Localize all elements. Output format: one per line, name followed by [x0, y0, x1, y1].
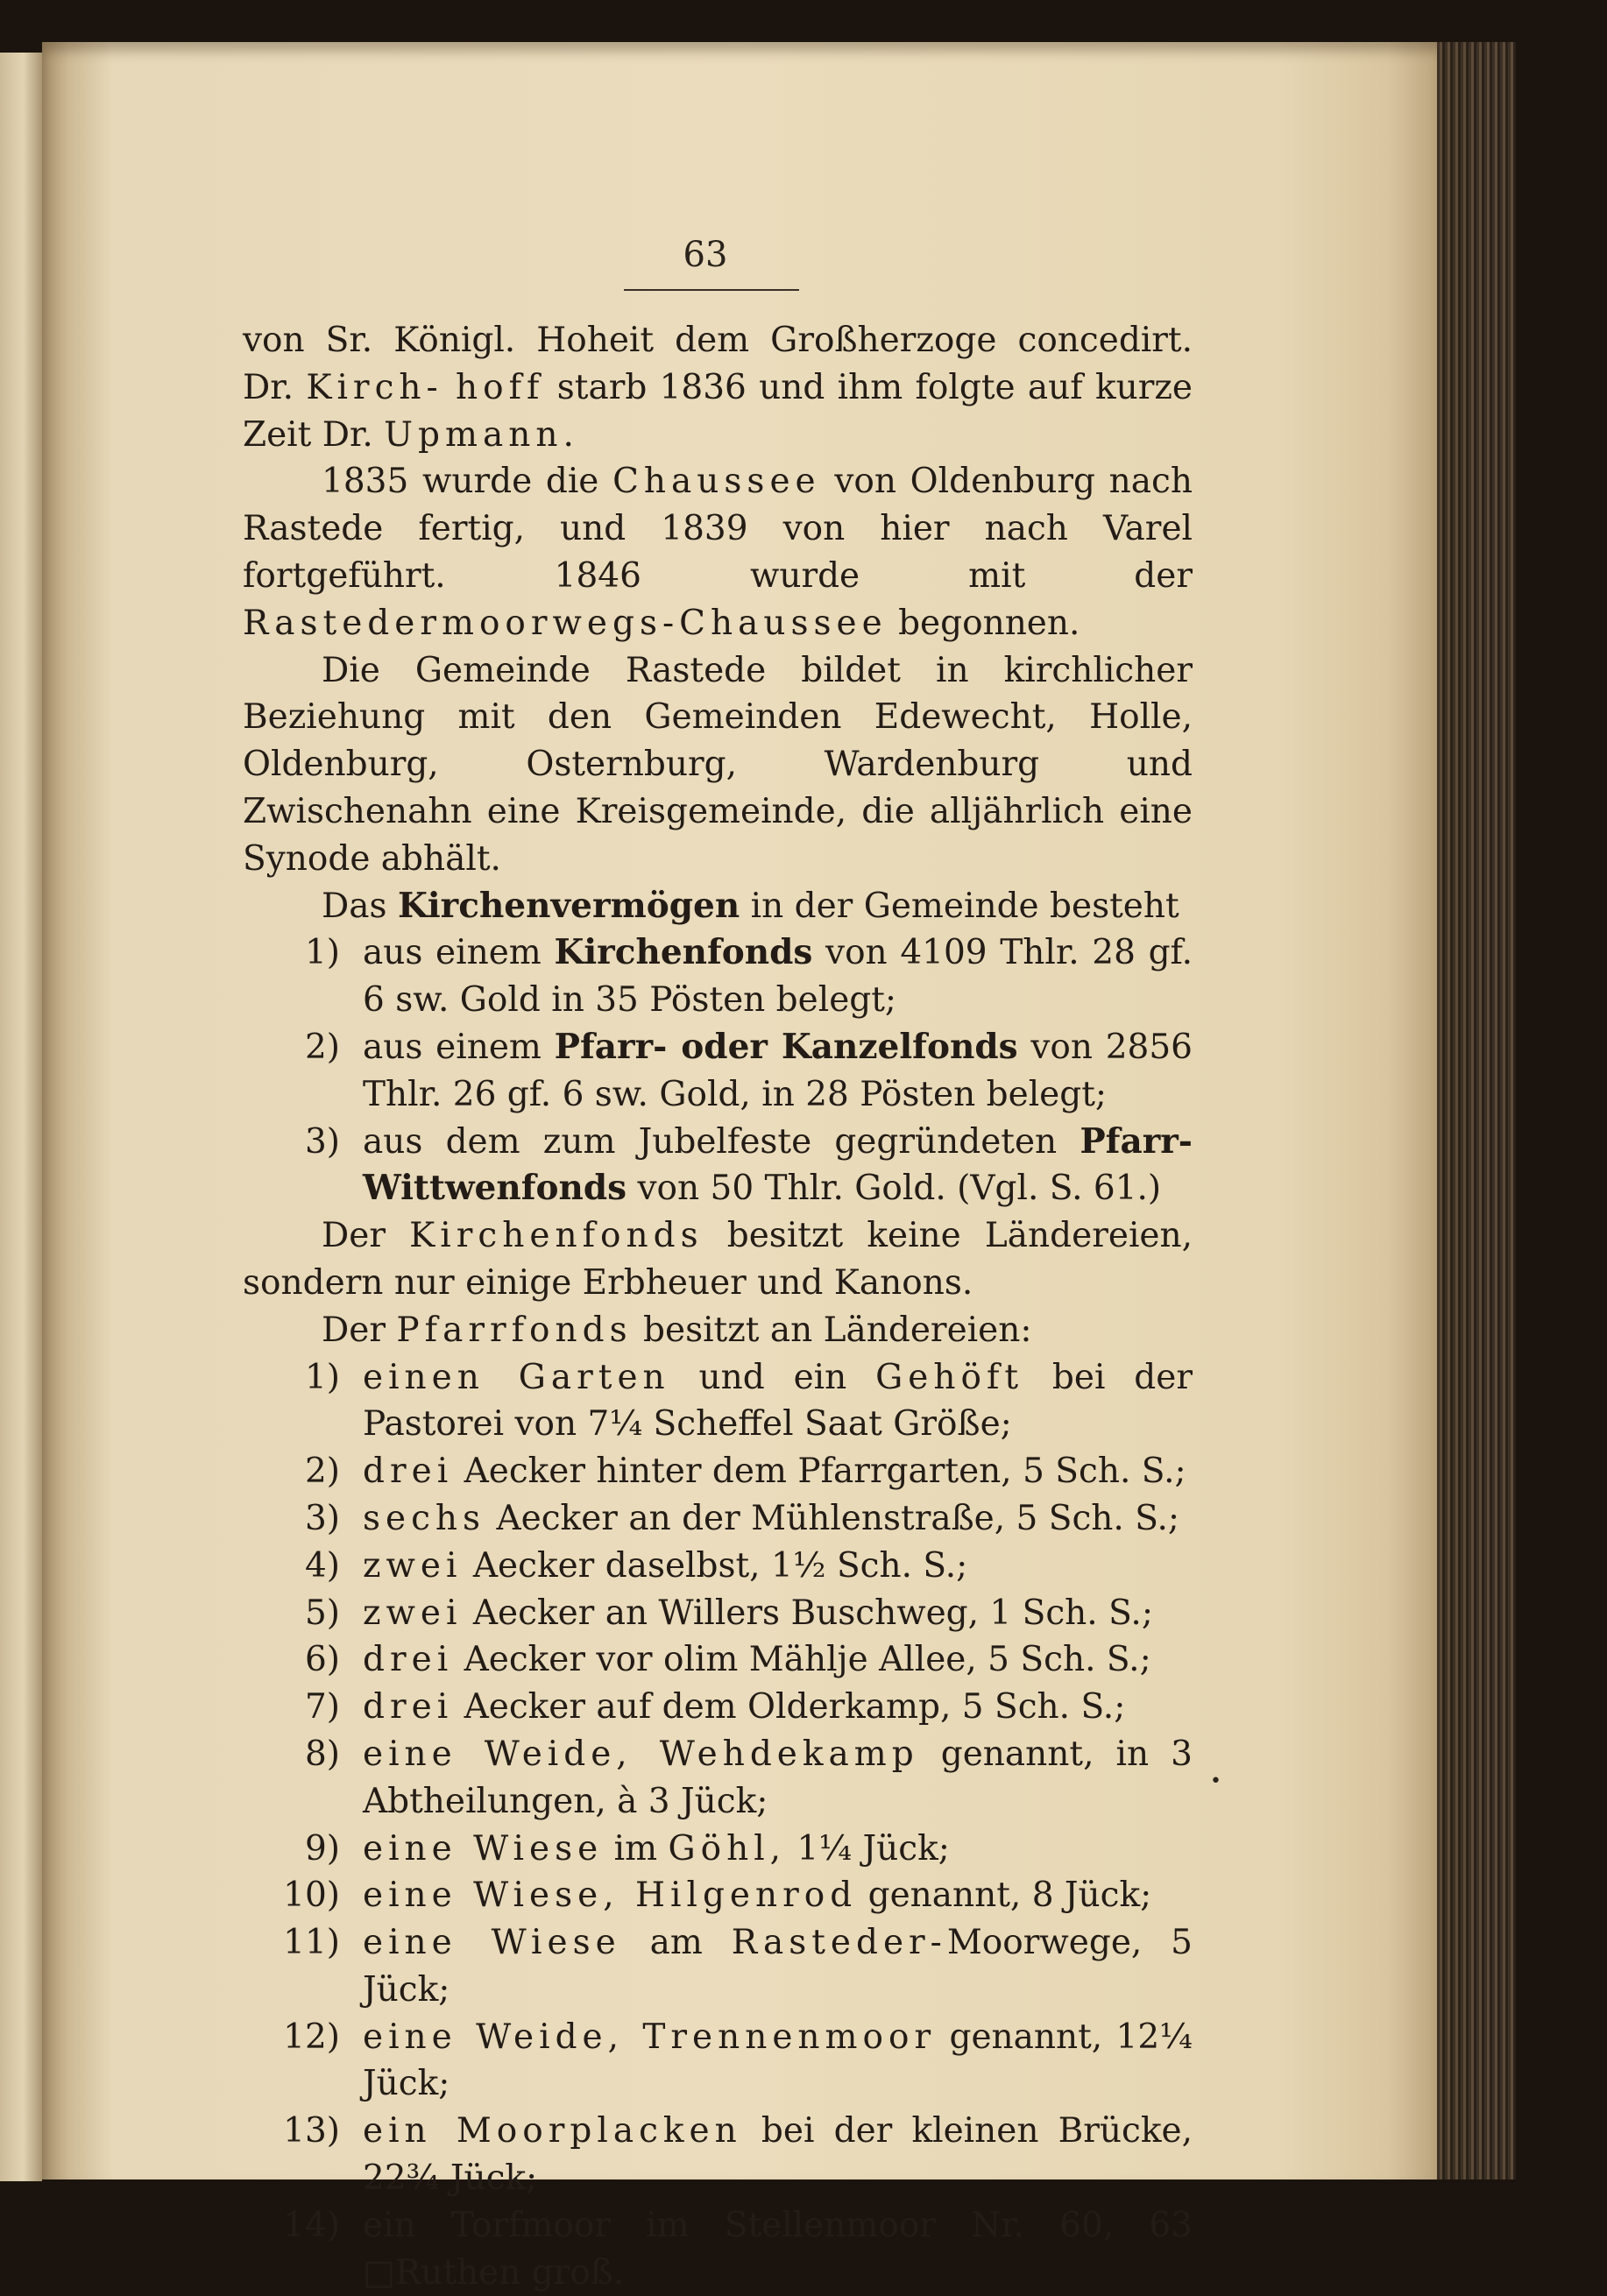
term-bold: Kirchenvermögen [397, 885, 740, 926]
opening-paragraph: von Sr. Königl. Hoheit dem Großherzoge concedirt. Dr. Kirch- hoff starb 1836 und ihm folgte auf kurze Zeit Dr. Upmann. [243, 321, 1193, 455]
list-item: 3) sechs Aecker an der Mühlenstraße, 5 Sch. S.; [304, 1498, 1180, 1538]
list-item: 8) eine Weide, Wehdekamp genannt, in 3 Abtheilungen, à 3 Jück; [304, 1734, 1193, 1821]
list-item: 12) eine Weide, Trennenmoor genannt, 12¼ Jück; [283, 2017, 1193, 2104]
header-rule [624, 289, 799, 291]
list-item: 2) drei Aecker hinter dem Pfarrgarten, 5 Sch. S.; [304, 1452, 1186, 1492]
kirchenfonds-paragraph: Der Kirchenfonds besitzt keine Ländereien, sondern nur einige Erbheuer und Kanons. [243, 1216, 1193, 1303]
person-name: Upmann. [384, 414, 579, 455]
pfarrfonds-list [243, 1354, 1193, 2296]
vermoegen-list [243, 929, 1193, 1212]
chaussee-paragraph: 1835 wurde die Chaussee von Oldenburg nach Rastede fertig, und 1839 von hier nach Varel fortgeführt. 1846 wurde mit der Rastedermoorwegs-Chaussee begonnen. [243, 462, 1193, 643]
person-name: Kirch- [306, 367, 443, 407]
page-number: 63 [683, 235, 728, 275]
previous-page-edge [0, 53, 42, 2181]
list-item: 13) ein Moorplacken bei der kleinen Brücke, 22¾ Jück; [283, 2111, 1193, 2199]
list-item: 5) zwei Aecker an Willers Buschweg, 1 Sch. S.; [304, 1593, 1153, 1633]
list-item: 9) eine Wiese im Göhl, 1¼ Jück; [304, 1828, 950, 1869]
list-item: 2) aus einem Pfarr- oder Kanzelfonds von 2856 Thlr. 26 gf. 6 sw. Gold, in 28 Pösten belegt; [304, 1026, 1193, 1114]
kirchenvermoegen-paragraph: Das Kirchenvermögen in der Gemeinde besteht [322, 885, 1179, 926]
list-item: 14) ein Torfmoor im Stellenmoor Nr. 60, 63 □Ruthen groß. [283, 2205, 1193, 2292]
book-fore-edge [1437, 42, 1516, 2179]
list-item: 6) drei Aecker vor olim Mählje Allee, 5 Sch. S.; [304, 1640, 1151, 1680]
gemeinde-paragraph: Die Gemeinde Rastede bildet in kirchlicher Beziehung mit den Gemeinden Edewecht, Holle, Oldenburg, Osternburg, Wardenburg und Zwischenahn eine Kreisgemeinde, die alljährlich eine Synode abhält. [243, 650, 1193, 879]
list-item: 1) einen Garten und ein Gehöft bei der Pastorei von 7¼ Scheffel Saat Größe; [304, 1357, 1193, 1445]
margin-dot: • [1210, 1770, 1221, 1792]
list-item: 4) zwei Aecker daselbst, 1½ Sch. S.; [304, 1545, 968, 1586]
list-item: 1) aus einem Kirchenfonds von 4109 Thlr. 28 gf. 6 sw. Gold in 35 Pösten belegt; [304, 932, 1193, 1021]
list-item: 10) eine Wiese, Hilgenrod genannt, 8 Jück; [283, 1876, 1152, 1916]
list-item: 7) drei Aecker auf dem Olderkamp, 5 Sch. S.; [304, 1687, 1126, 1727]
pfarrfonds-paragraph: Der Pfarrfonds besitzt an Ländereien: [322, 1310, 1032, 1350]
body-text [243, 317, 1193, 2296]
list-item: 3) aus dem zum Jubelfeste gegründeten Pfarr-Wittwenfonds von 50 Thlr. Gold. (Vgl. S. 61.) [304, 1120, 1193, 1209]
person-name: hoff [456, 367, 545, 407]
list-item: 11) eine Wiese am Rasteder-Moorwege, 5 Jück; [283, 1923, 1193, 2010]
